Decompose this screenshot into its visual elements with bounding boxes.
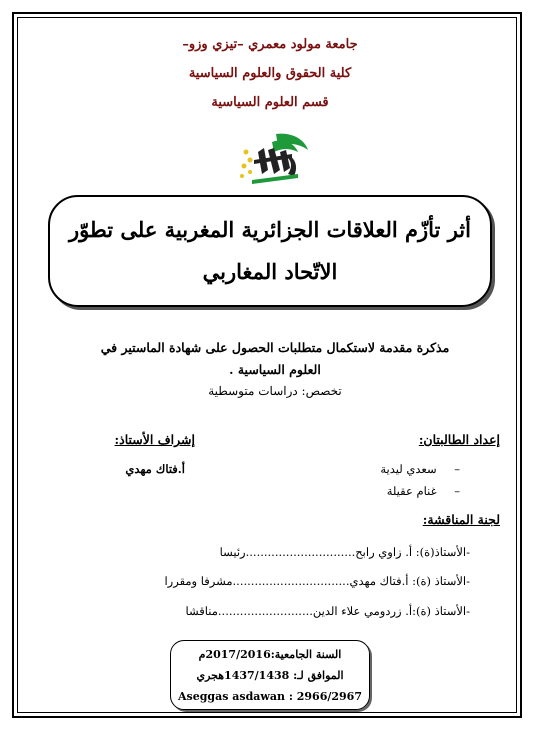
memo-description (40, 337, 510, 401)
university-emblem-icon (232, 130, 312, 188)
list-bullet: – (454, 484, 460, 498)
jury-member-3: -الأستاذ (ة):أ. زردومي علاء الدين..........................مناقشا (185, 604, 470, 618)
jury-member-2: -الأستاذ (ة): أ.فتاك مهدي................................مشرفا ومقررا (164, 574, 470, 588)
student-name (387, 484, 460, 498)
institution-header (0, 30, 540, 117)
memo-line-2: العلوم السياسية . (229, 362, 321, 377)
thesis-title-box (48, 195, 492, 307)
thesis-title-line-2: الاتّحاد المغاربي (202, 259, 338, 284)
memo-line-1: مذكرة مقدمة لاستكمال متطلبات الحصول على شهادة الماستير في (100, 340, 450, 355)
jury-member-1: -الأستاذ(ة): أ. زاوي رابح..............................رئيسا (219, 545, 470, 559)
thesis-title-line-1: أثر تأزّم العلاقات الجزائرية المغربية على تطوّر (69, 217, 471, 242)
list-bullet: – (454, 462, 460, 476)
prepared-by-label: إعداد الطالبتان: (418, 432, 500, 447)
supervision-label: إشراف الأستاذ: (114, 432, 195, 447)
hijri-year: الموافق لـ: 1437/1438هجري (196, 669, 344, 682)
student-name-1: سعدي ليدية (380, 462, 437, 476)
department-name: قسم العلوم السياسية (211, 95, 329, 110)
jury-label: لجنة المناقشة: (422, 512, 500, 527)
academic-year-box (170, 640, 370, 710)
university-name: جامعة مولود معمري –تيزي وزو– (182, 37, 358, 52)
supervisor-name: أ.فتاك مهدي (125, 462, 185, 476)
academic-year: السنة الجامعية:2017/2016م (198, 648, 342, 661)
amazigh-year: Aseggas asdawan : 2966/2967 (178, 690, 362, 703)
student-name (380, 462, 460, 476)
faculty-name: كلية الحقوق والعلوم السياسية (188, 66, 352, 81)
student-name-2: غنام عقيلة (386, 484, 437, 498)
specialty: تخصص: دراسات متوسطية (208, 384, 342, 398)
